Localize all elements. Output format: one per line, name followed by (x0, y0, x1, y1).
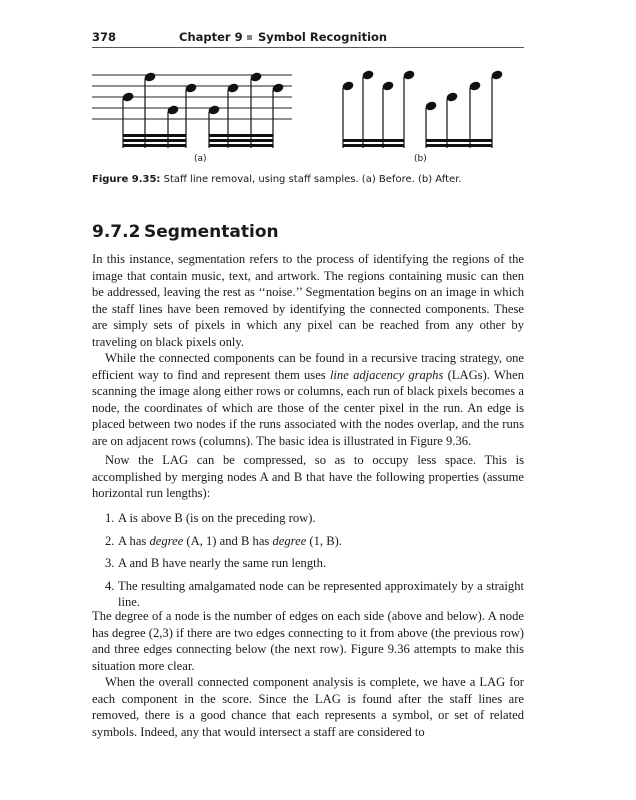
chapter-label: Chapter 9 (179, 30, 243, 44)
list-emphasis: degree (272, 533, 307, 548)
list-number: 3. (105, 556, 115, 571)
section-title: Segmentation (144, 222, 279, 242)
list-emphasis: degree (149, 533, 184, 548)
notes-before (121, 71, 284, 148)
staff-before (92, 75, 292, 119)
list-number: 1. (105, 511, 115, 525)
paragraph-4: The degree of a node is the number of edges on each side (above and below). A node has degree (2,3) if there are two edges connecting to it from above (the previous row) and three edges connecting below (the next row). Figure 9.36 attempts to make this situation more clear. (92, 609, 524, 673)
list-text: A and B have nearly the same run length. (118, 556, 327, 571)
list-item (92, 555, 524, 572)
chapter-title: Symbol Recognition (258, 30, 388, 44)
paragraph-5: When the overall connected component analysis is complete, we have a LAG for each component in the score. Since the LAG is found after the staff lines are removed, there is a good chance that each represents a symbol, or set of related symbols. Indeed, any that would intersect a staff are considered to (92, 675, 524, 739)
page-number: 378 (92, 30, 117, 44)
list-item (92, 510, 524, 527)
figure-9-35 (92, 62, 532, 154)
list-item (92, 533, 524, 550)
list-number: 2. (105, 533, 115, 548)
list-text: A is above B (is on the preceding row). (118, 511, 316, 525)
paragraph-2-text-cont: (LAGs). When scanning the image along either rows or columns, each run of black pixels becomes a node, the coordinates of which are those of the center pixel in the run. An edge is placed between two nodes if the runs associated with the nodes overlap, and the runs are on adjacent rows (columns). The basic idea is illustrated in Figure 9.36. (92, 367, 524, 448)
subfigure-label-b: (b) (414, 154, 427, 164)
list-number: 4. (105, 578, 115, 593)
list-text: The resulting amalgamated node can be represented approximately by a straight line. (118, 578, 524, 610)
list-text: (A, 1) and B has (183, 533, 273, 548)
header-separator (247, 35, 252, 40)
paragraph-2 (92, 350, 524, 450)
running-header (92, 29, 524, 48)
section-heading (92, 222, 279, 242)
caption-text: Staff line removal, using staff samples. (a) Before. (b) After. (163, 174, 462, 185)
section-number: 9.7.2 (92, 222, 141, 242)
list-item (92, 578, 524, 611)
paragraph-3: Now the LAG can be compressed, so as to occupy less space. This is accomplished by merging nodes A and B that have the following properties (assume horizontal run lengths): (92, 453, 524, 501)
notes-after (341, 69, 503, 148)
paragraph-2-text: While the connected components can be found in a recursive tracing strategy, one efficient way to find and represent them uses (92, 351, 524, 382)
paragraph-2-emphasis: line adjacency graphs (329, 367, 444, 382)
merge-conditions-list (92, 510, 524, 617)
paragraph-1: In this instance, segmentation refers to the process of identifying the regions of the image that contain music, text, and artwork. The regions containing music can then be addressed, leaving the rest as ‘‘noise.’’ Segmentation begins on an image in which the staff lines have been removed by identifying the connected components. These are simply sets of pixels in which any pixel can be reached from any other by traveling on black pixels only. (92, 252, 524, 349)
figure-caption (92, 174, 462, 185)
list-text: A has (118, 533, 150, 548)
caption-label: Figure 9.35: (92, 174, 161, 185)
subfigure-label-a: (a) (194, 154, 207, 164)
list-text: (1, B). (306, 533, 342, 548)
